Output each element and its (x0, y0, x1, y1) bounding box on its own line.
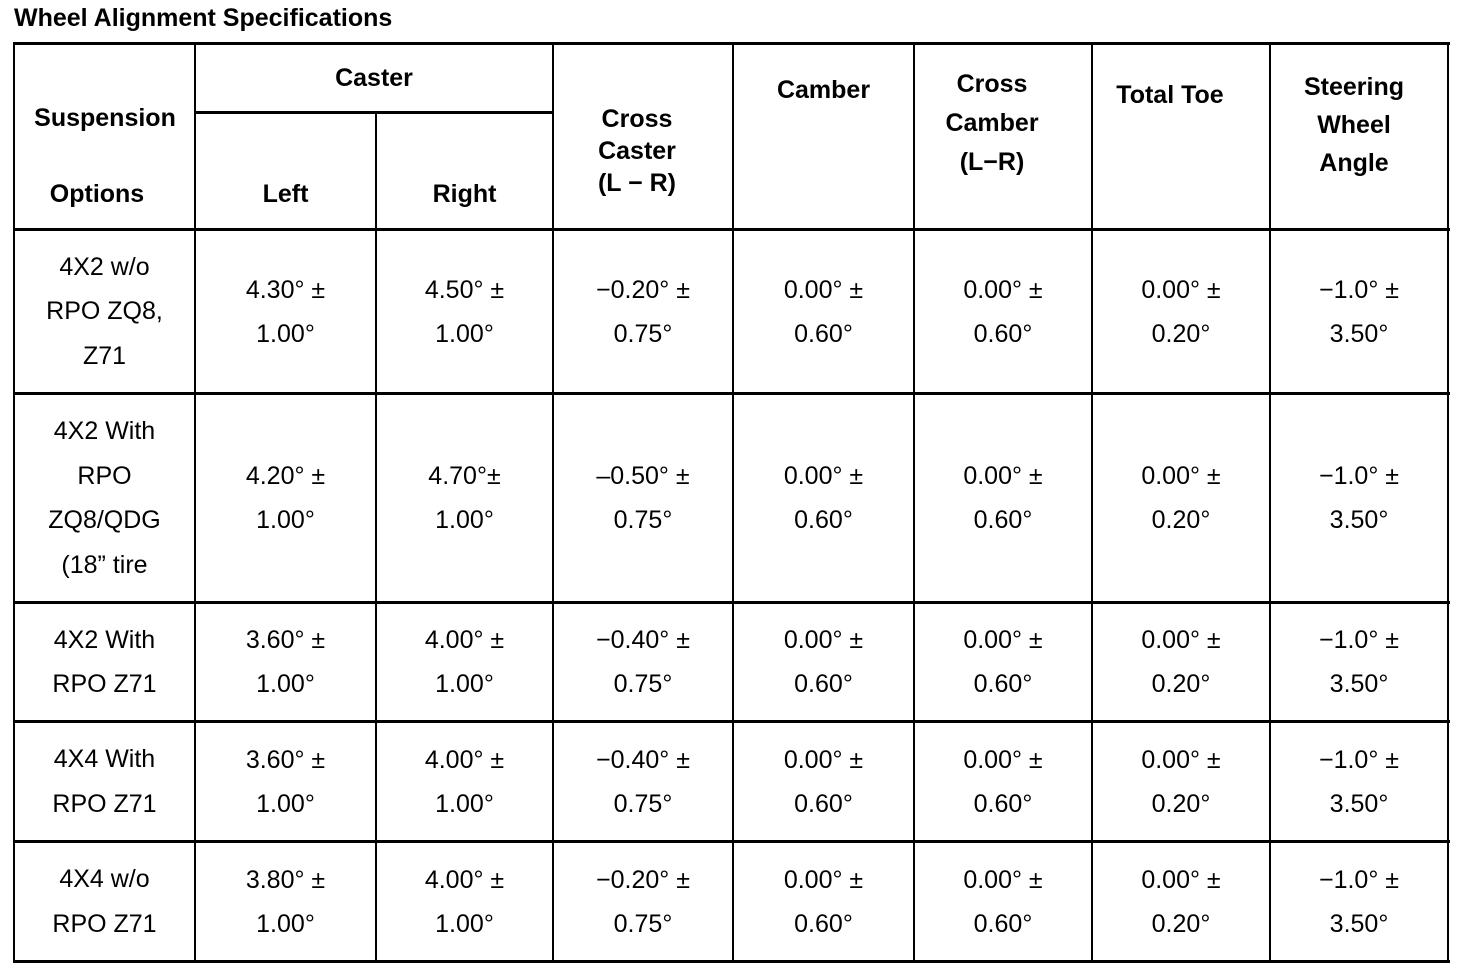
cell-suspension-option: 4X2 With RPO Z71 (52, 625, 157, 698)
cell-cross-camber: 0.00° ± 0.60° (963, 462, 1043, 534)
cell-total-toe: 0.00° ± 0.20° (1141, 626, 1221, 698)
caster-divider-line (195, 111, 553, 114)
cell-steering-wheel-angle: −1.0° ± 3.50° (1318, 865, 1400, 938)
header-cross-caster: Cross Caster (L − R) (597, 105, 676, 197)
cell-total-toe: 0.00° ± 0.20° (1141, 865, 1221, 938)
cell-camber: 0.00° ± 0.60° (783, 462, 864, 534)
cell-steering-wheel-angle: −1.0° ± 3.50° (1318, 745, 1400, 818)
cell-caster-right: 4.00° ± 1.00° (424, 626, 505, 698)
cell-suspension-option: 4X2 With RPO ZQ8/QDG (18” tire (48, 417, 161, 579)
header-caster-left: Left (262, 180, 309, 209)
page-title: Wheel Alignment Specifications (14, 4, 393, 32)
cell-caster-right: 4.00° ± 1.00° (424, 865, 505, 938)
cell-cross-camber: 0.00° ± 0.60° (963, 275, 1043, 348)
header-cross-camber: Cross Camber (L−R) (945, 69, 1039, 176)
cell-camber: 0.00° ± 0.60° (783, 745, 864, 818)
cell-steering-wheel-angle: −1.0° ± 3.50° (1318, 626, 1400, 698)
cell-total-toe: 0.00° ± 0.20° (1141, 275, 1221, 348)
cell-suspension-option: 4X2 w/o RPO ZQ8, Z71 (46, 252, 163, 370)
cell-steering-wheel-angle: −1.0° ± 3.50° (1318, 275, 1400, 348)
cell-camber: 0.00° ± 0.60° (783, 275, 864, 348)
cell-cross-camber: 0.00° ± 0.60° (963, 865, 1043, 938)
cell-cross-caster: –0.50° ± 0.75° (596, 462, 690, 534)
header-total-toe: Total Toe (1116, 81, 1224, 110)
cell-cross-camber: 0.00° ± 0.60° (963, 745, 1043, 818)
cell-caster-right: 4.00° ± 1.00° (424, 745, 505, 818)
cell-cross-caster: −0.20° ± 0.75° (596, 865, 690, 938)
cell-suspension-option: 4X4 With RPO Z71 (52, 745, 157, 818)
cell-caster-left: 4.20° ± 1.00° (245, 462, 326, 534)
cell-cross-caster: −0.40° ± 0.75° (596, 626, 690, 698)
cell-total-toe: 0.00° ± 0.20° (1141, 745, 1221, 818)
header-caster: Caster (335, 64, 413, 93)
cell-total-toe: 0.00° ± 0.20° (1141, 462, 1221, 534)
header-suspension: Suspension (34, 104, 176, 133)
cell-caster-left: 4.30° ± 1.00° (245, 275, 326, 348)
cell-caster-right: 4.70°± 1.00° (428, 462, 501, 534)
table-right-border (1447, 42, 1449, 963)
cell-suspension-option: 4X4 w/o RPO Z71 (52, 865, 157, 938)
cell-caster-right: 4.50° ± 1.00° (424, 275, 505, 348)
header-caster-right: Right (432, 180, 497, 209)
header-steering-wheel-angle: Steering Wheel Angle (1303, 73, 1405, 177)
cell-cross-caster: −0.20° ± 0.75° (596, 275, 690, 348)
header-camber: Camber (776, 76, 871, 105)
cell-steering-wheel-angle: −1.0° ± 3.50° (1318, 462, 1400, 534)
cell-cross-caster: −0.40° ± 0.75° (596, 745, 690, 818)
cell-cross-camber: 0.00° ± 0.60° (963, 626, 1043, 698)
cell-caster-left: 3.80° ± 1.00° (245, 865, 326, 938)
cell-camber: 0.00° ± 0.60° (783, 865, 864, 938)
header-options: Options (49, 180, 145, 209)
cell-caster-left: 3.60° ± 1.00° (245, 626, 326, 698)
cell-camber: 0.00° ± 0.60° (783, 626, 864, 698)
cell-caster-left: 3.60° ± 1.00° (245, 745, 326, 818)
